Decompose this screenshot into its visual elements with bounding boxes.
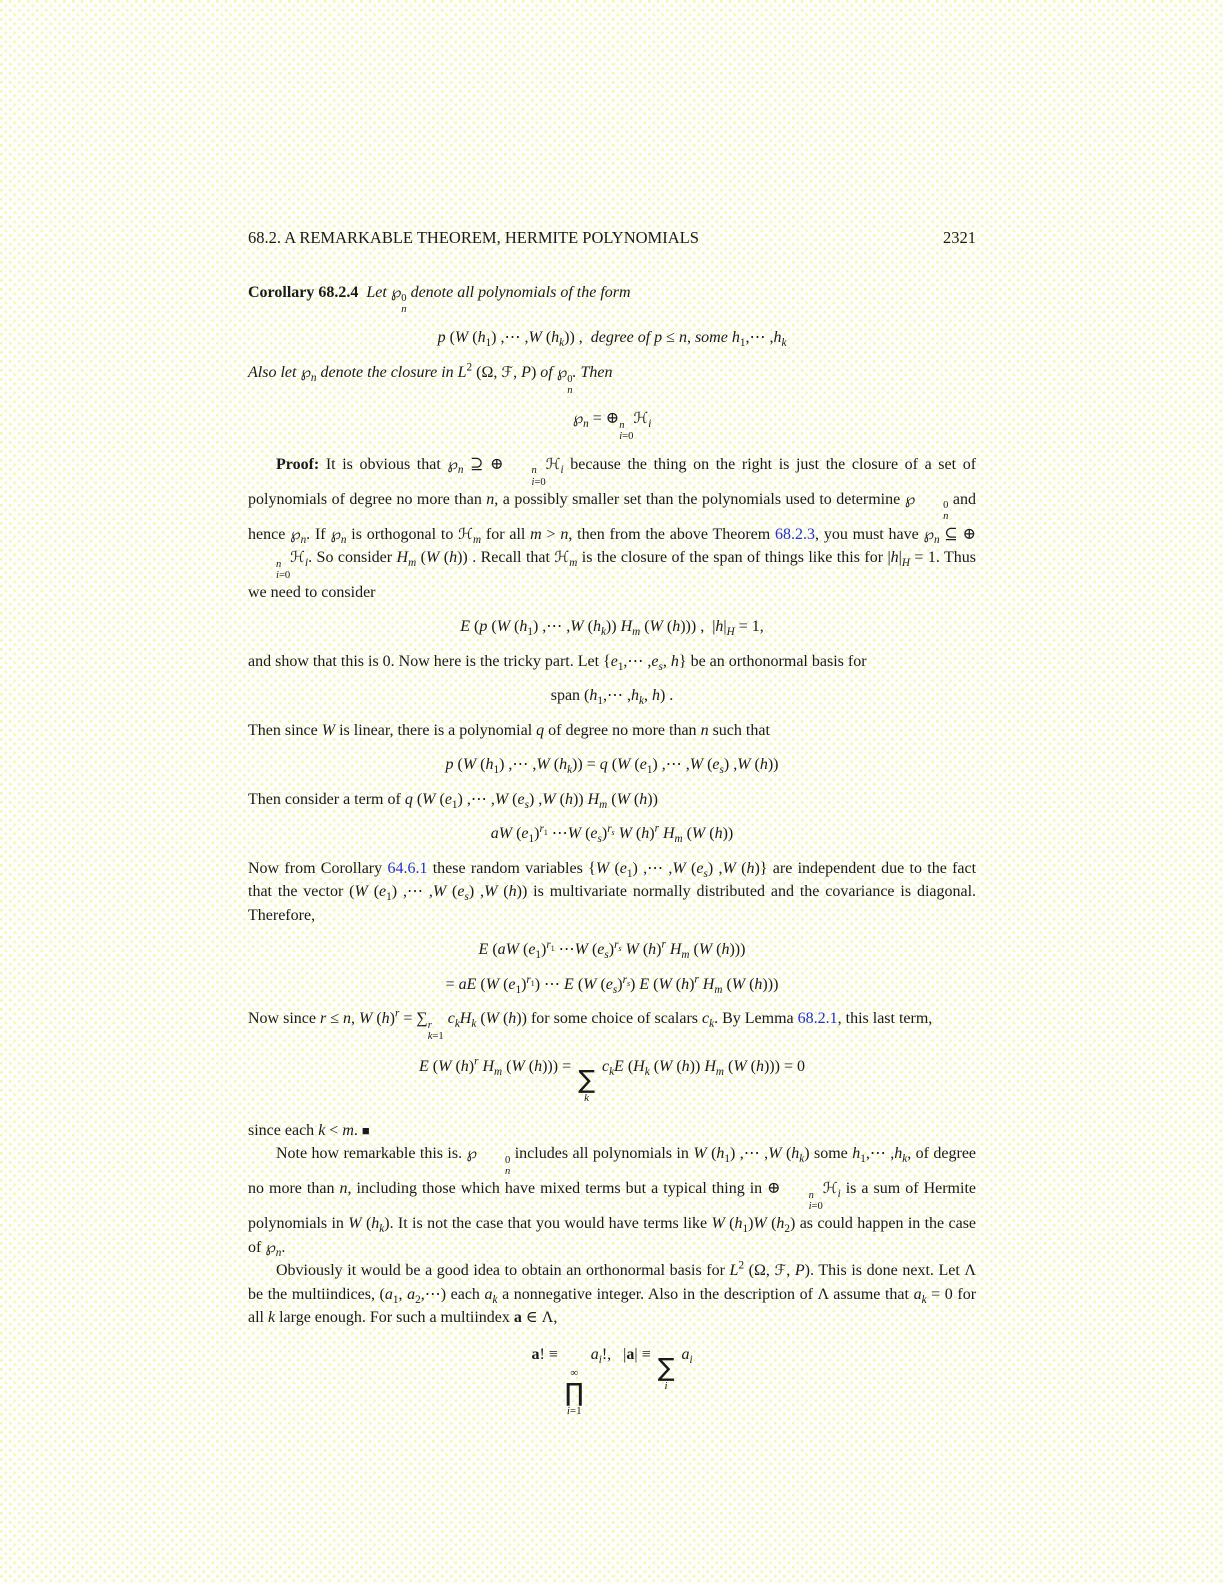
display-span: span ($h_1,\cdots$ $,h_k$, h) . [550, 687, 674, 708]
ref-link-68-2-3[interactable]: 68.2.3 [775, 525, 816, 543]
now-since-paragraph: Now since r ≤ n, W $(h)^r$ = ∑ r k=1 $c_kH_k$ (W (h)) for some choice of scalars $c_k$. By Lemma 68.2.1, this last term, [248, 1008, 933, 1043]
corollary-statement: Corollary 68.2.4 Let ℘ 0 n denote all polynomials of the form [248, 282, 631, 316]
display-polynomial-form: p (W $(h_1)$ ,⋯ ,W $(h_k)$) , degree of p ≤ n, some $h_1,\cdots$ $,h_k$ [437, 329, 787, 350]
and-show-paragraph: and show that this is 0. Now here is the tricky part. Let {$e_1,\cdots$ $,e_s$, h} be an orthonormal basis for [248, 652, 867, 674]
section-heading: 68.2. A REMARKABLE THEOREM, HERMITE POLYNOMIALS [248, 228, 699, 247]
display-sum-zero: E (W $(h)^r$ $H_m$ (W (h))) = ∑ k $c_kE$ ($H_k$ (W (h)) $H_m$ (W (h))) = 0 [419, 1056, 805, 1105]
qed-square: ■ [361, 1122, 370, 1138]
display-expectation-condition: E (p (W $(h_1)$ ,⋯ ,W $(h_k)$) $H_m$ (W (h))) , $|h|_H = 1$, [460, 618, 764, 639]
then-since-paragraph: Then since W is linear, there is a polynomial q of degree no more than n such that [248, 721, 770, 739]
display-multiindex-definitions: a! ≡ ∞ ∏ i=1 $a_i$!, |a| ≡ ∑ i $a_i$ [531, 1345, 693, 1418]
display-expectation-factored: = aE (W $(e_1)^{r_1}$) ⋯ E (W $(e_s)^{r_s}$) E (W $(h)^r$ $H_m$ (W (h))) [445, 973, 779, 997]
since-each-paragraph: since each k < m. ■ [248, 1121, 370, 1139]
page-body [248, 226, 976, 1432]
page-number: 2321 [943, 228, 976, 247]
then-consider-paragraph: Then consider a term of q (W $(e_1)$ ,⋯ ,W $(e_s)$ ,W (h)) $H_m$ (W (h)) [248, 790, 658, 812]
note-remarkable-paragraph: Note how remarkable this is. ℘ 0 n includes all polynomials in W $(h_1)$ ,⋯ ,W $(h_k)$ some $h_1,\cdots$ $,h_k$, of degree no more than n, including those which have mixed terms but a typical thing in ⊕ n i=0 ℋ$_i$ is a sum of Hermite polynomials in W $(h_k)$. It is not the case that you would have terms like W $(h_1)W$ $(h_2)$ as could happen in the case of $℘_n$. [248, 1144, 977, 1259]
also-let-paragraph: Also let $℘_n$ denote the closure in $L^2$ (Ω, ℱ, P) of ℘ 0 n . Then [248, 361, 613, 396]
proof-paragraph: Proof: It is obvious that $℘_n$ ⊇ ⊕ n i=0 ℋ$_i$ because the thing on the right is just the closure of a set of polynomials of degree no more than n, a possibly smaller set than the polynomials used to determine ℘ 0 n and hence $℘_n$. If $℘_n$ is orthogonal to ℋ$_m$ for all m > n, then from the above Theorem 68.2.3, you must have $℘_n$ ⊆ ⊕ n i=0 ℋ$_i$. So consider $H_m$ (W (h)) . Recall that ℋ$_m$ is the closure of the span of things like this for $|h|_H = 1$. Thus we need to consider [248, 454, 977, 601]
running-header [248, 226, 976, 250]
display-direct-sum: $℘_n$ = ⊕ n i=0 ℋ$_i$ [572, 408, 652, 442]
display-monomial-term: aW $(e_1)^{r_1}$ ⋯W $(e_s)^{r_s}$ W $(h)^r$ $H_m$ (W (h)) [490, 823, 734, 846]
now-from-corollary-paragraph: Now from Corollary 64.6.1 these random variables {W $(e_1)$ ,⋯ ,W $(e_s)$ ,W (h)} are independent due to the fact that the vector (W $(e_1)$ ,⋯ ,W $(e_s)$ ,W (h)) is multivariate normally distributed and the covariance is diagonal. Therefore, [248, 859, 977, 924]
display-p-equals-q: p (W $(h_1)$ ,⋯ ,W $(h_k)) = q$ (W $(e_1)$ ,⋯ ,W $(e_s)$ ,W (h)) [445, 756, 779, 777]
ref-link-64-6-1[interactable]: 64.6.1 [387, 859, 428, 877]
ref-link-68-2-1[interactable]: 68.2.1 [797, 1010, 838, 1028]
obviously-paragraph: Obviously it would be a good idea to obtain an orthonormal basis for $L^2$ (Ω, ℱ, P). This is done next. Let Λ be the multiindices, ($a_1$, $a_2,\cdots$) each $a_k$ a nonnegative integer. Also in the description of Λ assume that $a_k = 0$ for all k large enough. For such a multiindex a ∈ Λ, [248, 1259, 977, 1327]
display-expectation-product: E (aW $(e_1)^{r_1}$ ⋯W $(e_s)^{r_s}$ W $(h)^r$ $H_m$ (W (h))) [478, 939, 746, 962]
